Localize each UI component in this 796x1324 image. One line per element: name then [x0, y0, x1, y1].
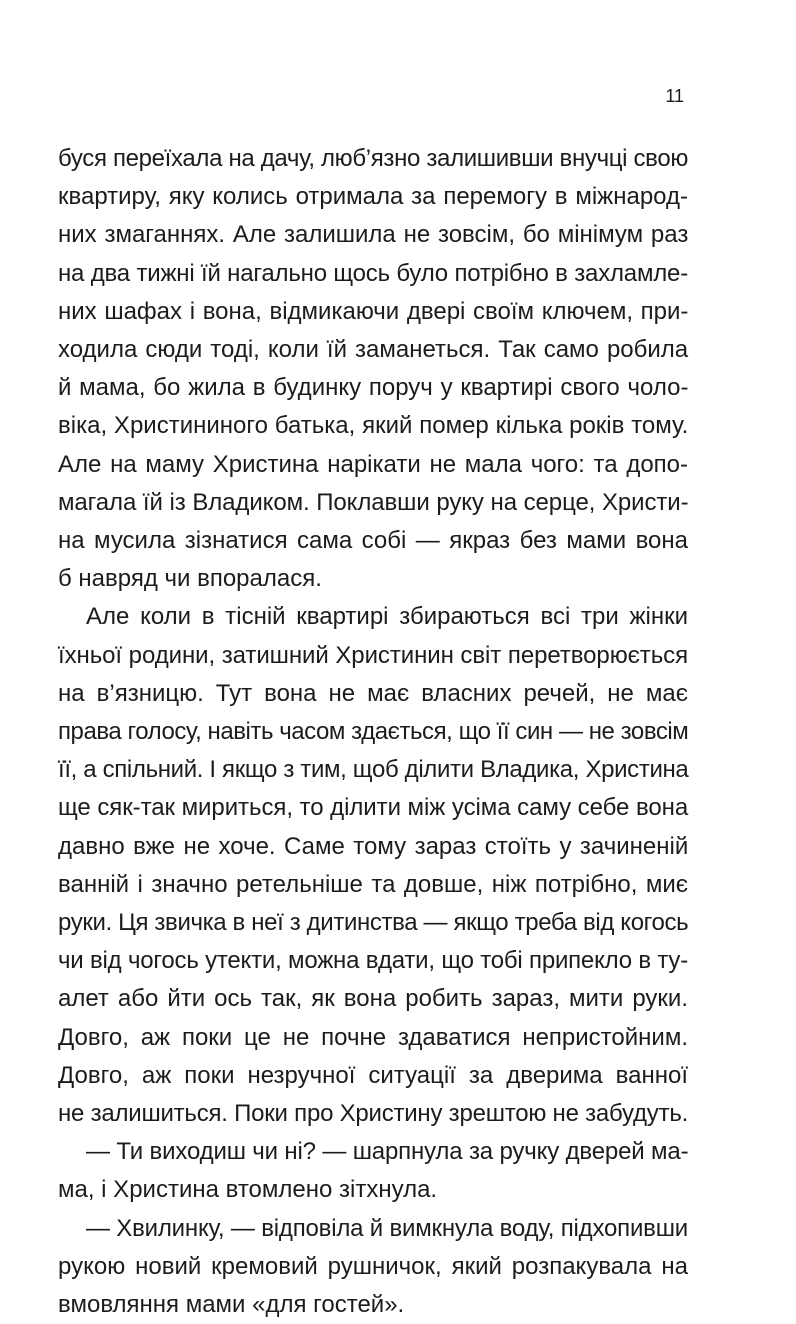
text-line: руки. Ця звичка в неї з дитинства — якщо треба від когось	[58, 909, 689, 937]
text-line: чи від чогось утекти, можна вдати, що тобі припекло в ту-	[58, 947, 688, 975]
paragraph-3	[58, 1133, 688, 1209]
text-line: Довго, аж поки це не почне здаватися непристойним.	[58, 1023, 688, 1051]
text-line: — Хвилинку, — відповіла й вимкнула воду, підхопивши	[86, 1214, 688, 1242]
text-line: буся переїхала на дачу, люб’язно залишивши внучці свою	[58, 145, 688, 172]
text-line: не залишиться. Поки про Христину зрештою не забудуть.	[58, 1100, 689, 1128]
text-line: рукою новий кремовий рушничок, який розпакувала на	[58, 1252, 688, 1280]
text-line: Довго, аж поки незручної ситуації за дверима ванної	[58, 1061, 688, 1089]
text-line: давно вже не хоче. Саме тому зараз стоїть у зачиненій	[58, 832, 689, 860]
text-line: її, а спільний. І якщо з тим, щоб ділити Владика, Христина	[58, 756, 689, 784]
text-line: б навряд чи впоралася.	[58, 565, 322, 593]
text-line: на два тижні їй нагально щось було потрібно в захламле-	[58, 259, 688, 287]
text-line: вмовляння мами «для гостей».	[58, 1291, 405, 1319]
text-line: права голосу, навіть часом здається, що її син — не зовсім	[58, 718, 689, 746]
text-line: — Ти виходиш чи ні? — шарпнула за ручку дверей ма-	[86, 1138, 689, 1166]
text-line: них змаганнях. Але залишила не зовсім, бо мінімум раз	[58, 221, 689, 249]
text-line: ванній і значно ретельніше та довше, ніж потрібно, миє	[58, 870, 688, 898]
text-line: на мусила зізнатися сама собі — якраз без мами вона	[58, 527, 688, 555]
page-number: 11	[665, 86, 684, 106]
paragraph-1	[58, 140, 688, 598]
paragraph-2	[58, 598, 688, 1133]
text-line: їхньої родини, затишний Христинин світ перетворюється	[58, 641, 688, 669]
text-line: й мама, бо жила в будинку поруч у квартирі свого чоло-	[58, 374, 689, 402]
text-line: Але на маму Христина нарікати не мала чого: та допо-	[58, 450, 688, 478]
text-line: них шафах і вона, відмикаючи двері своїм ключем, при-	[58, 297, 689, 325]
paragraph-4	[58, 1210, 688, 1324]
text-line: Але коли в тісній квартирі збираються всі три жінки	[86, 603, 688, 631]
text-line: на в’язницю. Тут вона не має власних речей, не має	[58, 679, 688, 707]
body-text	[58, 140, 688, 1324]
text-line: віка, Христининого батька, який помер кілька років тому.	[58, 412, 689, 440]
text-line: алет або йти ось так, як вона робить зараз, мити руки.	[58, 985, 688, 1013]
text-line: ма, і Христина втомлено зітхнула.	[58, 1176, 438, 1204]
text-line: квартиру, яку колись отримала за перемогу в міжнарод-	[58, 183, 688, 211]
text-line: ще сяк-так мириться, то ділити між усіма саму себе вона	[58, 794, 689, 822]
text-line: магала їй із Владиком. Поклавши руку на серце, Христи-	[58, 488, 689, 516]
text-line: ходила сюди тоді, коли їй заманеться. Так само робила	[58, 336, 689, 364]
